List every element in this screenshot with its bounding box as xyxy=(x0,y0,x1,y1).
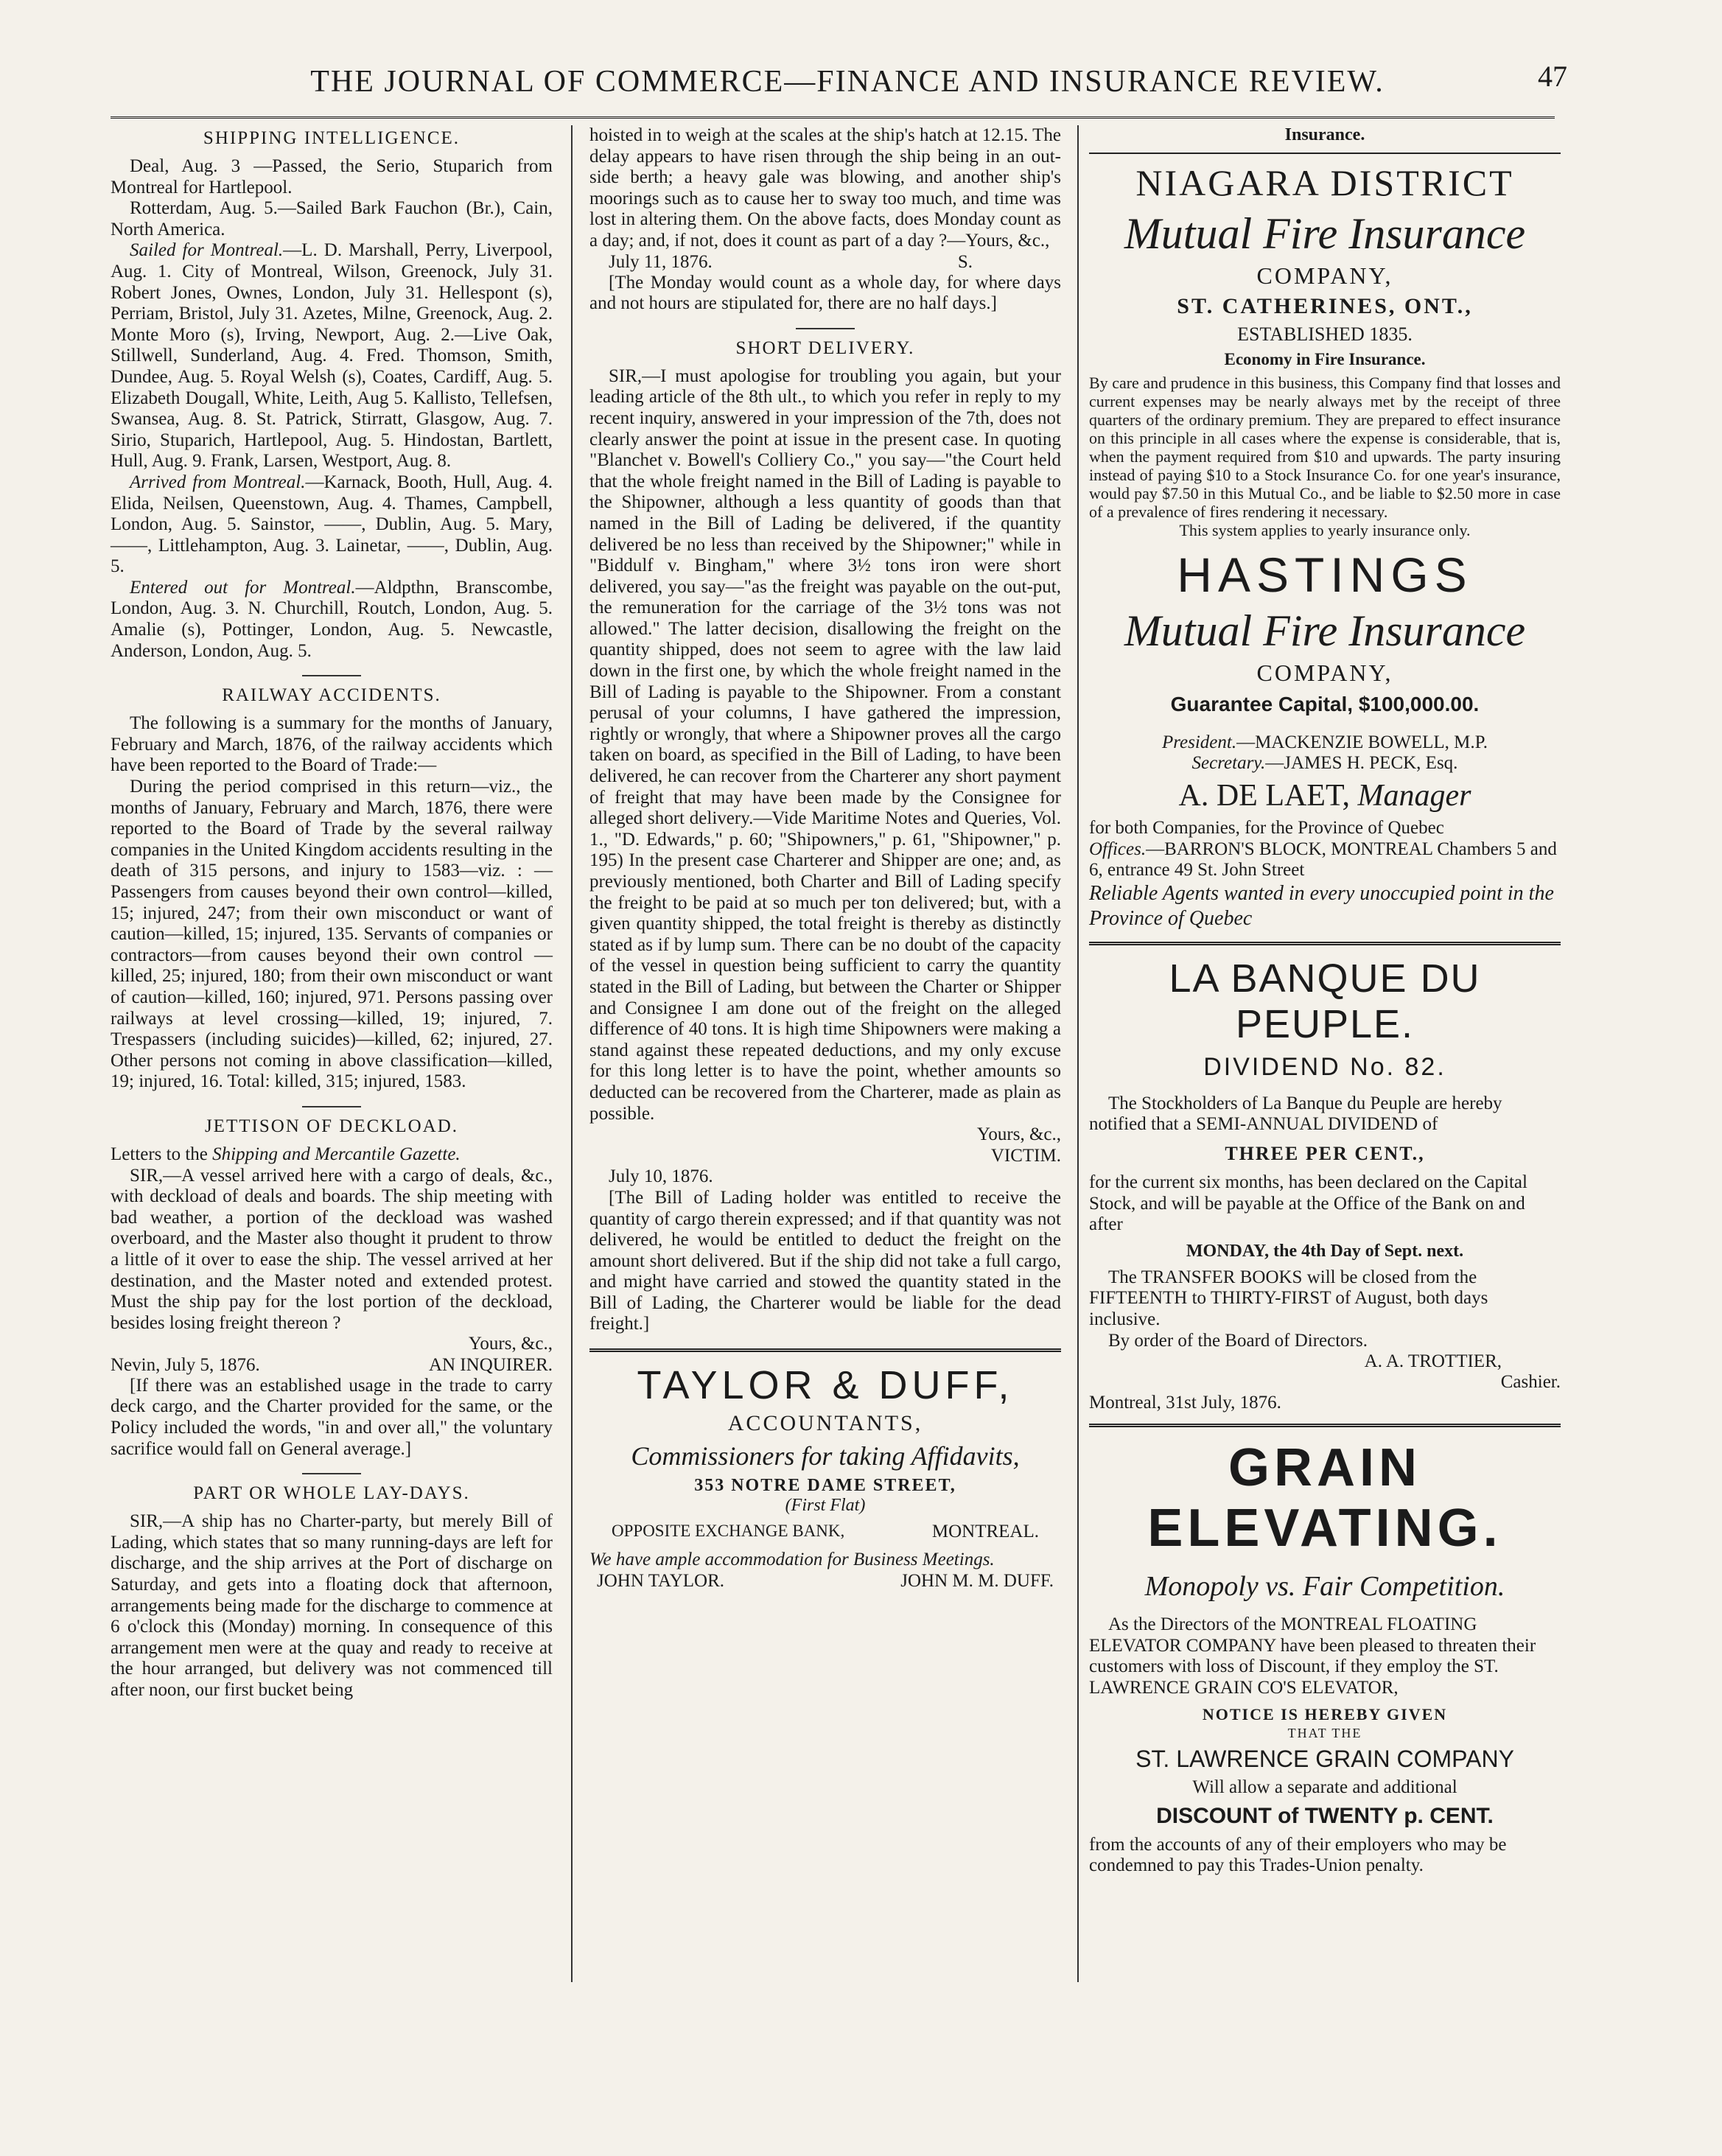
advert-date: MONDAY, the 4th Day of Sept. next. xyxy=(1186,1241,1464,1261)
advert-rule xyxy=(1089,153,1561,154)
advert-for: for both Companies, for the Province of Quebec xyxy=(1089,818,1444,838)
advert-secretary xyxy=(1089,753,1561,774)
lead-text: Entered out for Montreal. xyxy=(130,577,356,598)
paragraph: The following is a summary for the months of January, February and March, 1876, of the railway accidents which have been reported to the Board of Trade:— xyxy=(111,713,553,776)
closing: Yours, &c., xyxy=(468,1334,553,1354)
paragraph xyxy=(111,472,553,578)
advert-commission: Commissioners for taking Affidavits, xyxy=(631,1441,1020,1471)
advert-address: 353 NOTRE DAME STREET, xyxy=(694,1476,956,1496)
paragraph xyxy=(111,578,553,662)
separator xyxy=(302,1473,361,1474)
paragraph: Rotterdam, Aug. 5.—Sailed Bark Fauchon (Br.), Cain, North America. xyxy=(111,198,553,239)
column-divider xyxy=(1077,125,1079,1982)
paragraph-text: —Karnack, Booth, Hull, Aug. 4. Elida, Neilsen, Queenstown, Aug. 4. Thames, Campbell, London, Aug. 5. Sainstor, ——, Dublin, Aug. 5. Mary, ——, Littlehampton, Aug. 3. Lainetar, ——, Dublin, Aug. 5. xyxy=(111,472,553,577)
paragraph xyxy=(111,1144,553,1166)
intro-source: Shipping and Mercantile Gazette. xyxy=(212,1144,461,1164)
paragraph: from the accounts of any of their employers who may be condemned to pay this Trades-Union penalty. xyxy=(1089,1834,1507,1876)
header-rule xyxy=(111,116,1555,119)
advert-name: HASTINGS xyxy=(1177,547,1473,602)
separator xyxy=(796,328,855,329)
paragraph: hoisted in to weigh at the scales at the ship's hatch at 12.15. The delay appears to have risen through the ship being in an out-side berth; a heavy gale was blowing, and another ship's moorings such as to cause her to sway too much, and time was lost in altering them. On the above facts, does Monday count as a day; and, if not, does it count as part of a day ?—Yours, &c., xyxy=(589,125,1061,251)
advert-subtitle: Monopoly vs. Fair Competition. xyxy=(1144,1571,1505,1603)
journal-title: THE JOURNAL OF COMMERCE—FINANCE AND INSURANCE REVIEW. xyxy=(310,65,1385,99)
advert-rule xyxy=(1089,942,1561,945)
manager-name: A. DE LAET, xyxy=(1178,779,1350,813)
advert-allow: Will allow a separate and additional xyxy=(1192,1777,1457,1797)
advert-company: ST. LAWRENCE GRAIN COMPANY xyxy=(1135,1745,1514,1772)
separator xyxy=(302,1106,361,1107)
advert-name: TAYLOR & DUFF, xyxy=(637,1363,1014,1408)
article-laydays xyxy=(111,1483,553,1701)
advert-script-title: Mutual Fire Insurance xyxy=(1124,606,1526,655)
advert-president xyxy=(1089,732,1561,753)
advert-role: ACCOUNTANTS, xyxy=(727,1411,923,1436)
advert-niagara xyxy=(1089,161,1561,539)
partner-name: JOHN M. M. DUFF. xyxy=(900,1570,1054,1591)
advert-floor: (First Flat) xyxy=(785,1496,866,1516)
editor-note: [If there was an established usage in the trade to carry deck cargo, and the Charter provided for the same, or the Policy included the words, "in and over all," the voluntary sacrifice would fall on General average.] xyxy=(111,1375,553,1459)
advert-discount: DISCOUNT of TWENTY p. CENT. xyxy=(1156,1803,1494,1828)
advert-city: MONTREAL. xyxy=(931,1522,1039,1542)
partner-name: JOHN TAYLOR. xyxy=(597,1570,725,1591)
closing: Yours, &c., xyxy=(976,1124,1061,1145)
paragraph: Deal, Aug. 3 —Passed, the Serio, Stuparich from Montreal for Hartlepool. xyxy=(111,156,553,197)
paragraph-text: —Aldpthn, Branscombe, London, Aug. 3. N. Churchill, Routch, London, Aug. 5. Amalie (s), Pottinger, London, Aug. 5. Newcastle, Anderson, London, Aug. 5. xyxy=(111,577,553,661)
paragraph: SIR,—A ship has no Charter-party, but merely Bill of Lading, which states that so many running-days are left for discharge, and the ship arrives at the Port of discharge on Saturday, and gets into a floating dock that afternoon, arrangements being made for the discharge to commence at 6 o'clock this (Monday) morning. In consequence of this arrangement men were at the quay and ready to receive at the hour arranged, but delivery was not commenced till after noon, our first bucket being xyxy=(111,1511,553,1700)
advert-grain xyxy=(1089,1438,1561,1877)
editor-note: [The Monday would count as a whole day, for where days and not hours are stipulated for, there are no half days.] xyxy=(589,272,1061,314)
label: Secretary. xyxy=(1191,753,1266,773)
advert-location xyxy=(589,1516,1061,1542)
separator xyxy=(302,675,361,676)
advert-taylor-duff xyxy=(589,1362,1061,1592)
advert-name: GRAIN ELEVATING. xyxy=(1147,1438,1502,1558)
signature-line xyxy=(111,1355,553,1376)
date: July 10, 1876. xyxy=(609,1166,713,1187)
advert-company: COMPANY, xyxy=(1256,262,1393,289)
intro-text: Letters to the xyxy=(111,1144,213,1164)
advert-signer: A. A. TROTTIER, xyxy=(1364,1351,1502,1372)
advert-capital: Guarantee Capital, $100,000.00. xyxy=(1170,693,1480,715)
article-heading: RAILWAY ACCIDENTS. xyxy=(222,685,441,706)
label: President. xyxy=(1161,732,1237,752)
page-number: 47 xyxy=(1538,60,1567,93)
advert-opposite: OPPOSITE EXCHANGE BANK, xyxy=(612,1522,845,1541)
advert-hastings xyxy=(1089,547,1561,931)
article-heading: JETTISON OF DECKLOAD. xyxy=(204,1116,459,1136)
place-date: Nevin, July 5, 1876. xyxy=(111,1354,260,1375)
advert-script-title: Mutual Fire Insurance xyxy=(1124,209,1526,258)
advert-signer-title: Cashier. xyxy=(1500,1372,1561,1393)
advert-offices xyxy=(1089,839,1561,881)
article-heading: PART OR WHOLE LAY-DAYS. xyxy=(193,1483,470,1504)
column-middle xyxy=(589,125,1061,1592)
lead-text: Arrived from Montreal. xyxy=(130,472,306,492)
advert-that: THAT THE xyxy=(1287,1725,1362,1740)
value: —MACKENZIE BOWELL, M.P. xyxy=(1236,732,1488,752)
insurance-label: Insurance. xyxy=(1284,125,1365,144)
article-railway xyxy=(111,685,553,1093)
label: Offices. xyxy=(1089,839,1147,859)
paragraph: During the period comprised in this return—viz., the months of January, February and March, 1876, there were reported to the Board of Trade by the several railway companies in the United Kingdom accidents resulting in the death of 315 persons, and injury to 1583—viz. : —Passengers from causes beyond their own control—killed, 15; injured, 247; from their own misconduct or want of caution—killed, 15; injured, 135. Servants of companies or contractors—from causes beyond their own control —killed, 25; injured, 180; from their own misconduct or want of caution—killed, 160; injured, 971. Persons passing over railways at level crossing—killed, 19; injured, 7. Trespassers (including suicides)—killed, 62; injured, 27. Other persons not coming in above classification—killed, 19; injured, 16. Total: killed, 315; injured, 1583. xyxy=(111,777,553,1092)
advert-place: ST. CATHERINES, ONT., xyxy=(1177,294,1473,318)
advert-name: NIAGARA DISTRICT xyxy=(1135,162,1514,203)
advert-dividend: DIVIDEND No. 82. xyxy=(1203,1052,1446,1081)
advert-established: ESTABLISHED 1835. xyxy=(1237,323,1413,345)
paragraph: By order of the Board of Directors. xyxy=(1108,1330,1368,1351)
paragraph: for the current six months, has been declared on the Capital Stock, and will be payable at the Office of the Bank on and after xyxy=(1089,1172,1527,1235)
signer: VICTIM. xyxy=(990,1145,1061,1166)
article-short-delivery xyxy=(589,338,1061,1335)
paragraph: The Stockholders of La Banque du Peuple are hereby notified that a SEMI-ANNUAL DIVIDEND of xyxy=(1089,1093,1502,1135)
signer: S. xyxy=(957,251,973,272)
article-jettison xyxy=(111,1116,553,1460)
lead-text: Sailed for Montreal. xyxy=(130,240,284,261)
advert-motto: Economy in Fire Insurance. xyxy=(1224,350,1426,368)
advert-note: This system applies to yearly insurance only. xyxy=(1179,521,1471,539)
paragraph: SIR,—I must apologise for troubling you again, but your leading article of the 8th ult., to which you refer in reply to my recent inquiry, answered in your impression of the 7th, does not clearly answer the point at issue in the present case. In quoting "Blanchet v. Bowell's Colliery Co.," you say—"the Court held that the whole freight named in the Bill of Lading is payable to the Shipowner, although a less quantity of goods than that named in the Bill of Lading be delivered, if the quantity delivered be no less than received by the Shipowner;" while in "Biddulf v. Bingham," where 3½ tons iron were short delivered, you say—"as the freight was payable on the out-put, the remuneration for the carriage of the 3½ tons was not allowed." The latter decision, disallowing the freight on the quantity shipped, does not seem to agree with the law laid down in the first one, by which the whole freight named in the Bill of Lading is payable to the Shipowner. From a constant perusal of your columns, I have gathered the impression, rightly or wrongly, that where a Shipowner proves all the cargo taken on board, as specified in the Bill of Lading, to have been delivered, he can recover from the Charterer any short payment of freight that may have been made by the Consignee for alleged short delivery.—Vide Maritime Notes and Queries, Vol. 1., "D. Edwards," p. 60; "Shipowners," p. 61, "Shipowner," p. 195) In the present case Charterer and Shipper are one; and, as previously mentioned, both Charter and Bill of Lading specify the freight to be paid at so much per ton delivered; but, with a given quantity shipped, the total freight is thereby as distinctly stated as if by lump sum. There can be no doubt of the capacity of the vessel in question being sufficient to carry the quantity stated in the Bill of Lading, but between the Charter or Shipper and Consignee I am done out of the freight on the alleged difference of 40 tons. It is high time Shipowners were making a stand against these repeated deductions, and my only excuse for this long letter is to have the point, whether amounts so deducted can be recovered from the Charterer, made as plain as possible. xyxy=(589,365,1061,1124)
advert-body: By care and prudence in this business, this Company find that losses and current expenses may be nearly always met by the receipt of three quarters of the ordinary premium. They are prepared to effect insurance on this principle in all cases where the expense is considerable, that is, when the payment required from $10 and upwards. The party insuring instead of paying $10 to a Stock Insurance Co. for one year's insurance, would pay $7.50 in this Mutual Co., and be liable to $2.50 more in case of a prevalence of fires rendering it necessary. xyxy=(1089,374,1561,521)
signer: AN INQUIRER. xyxy=(428,1354,553,1375)
paragraph: As the Directors of the MONTREAL FLOATING ELEVATOR COMPANY have been pleased to threaten their customers with loss of Discount, if they employ the ST. LAWRENCE GRAIN CO'S ELEVATOR, xyxy=(1089,1614,1536,1698)
advert-company: COMPANY, xyxy=(1256,659,1393,686)
manager-title: Manager xyxy=(1357,779,1471,813)
paragraph: SIR,—A vessel arrived here with a cargo of deals, &c., with deckload of deals and boards. The ship meeting with bad weather, a portion of the deckload was washed overboard, and the Master also thought it prudent to throw a little of it over to ease the ship. The vessel arrived at her destination, and the Master noted and extended protest. Must the ship pay for the lost portion of the deckload, besides losing freight thereon ? xyxy=(111,1165,553,1333)
advert-rule xyxy=(589,1348,1061,1352)
value: —JAMES H. PECK, Esq. xyxy=(1265,753,1458,773)
advert-banque xyxy=(1089,956,1561,1413)
advert-agents: Reliable Agents wanted in every unoccupied point in the Province of Quebec xyxy=(1089,881,1554,930)
article-heading: SHORT DELIVERY. xyxy=(735,337,915,358)
advert-manager xyxy=(1089,778,1561,813)
value: —BARRON'S BLOCK, MONTREAL Chambers 5 and 6, entrance 49 St. John Street xyxy=(1089,839,1557,881)
advert-note: We have ample accommodation for Business Meetings. xyxy=(589,1550,995,1570)
paragraph xyxy=(111,240,553,472)
column-right xyxy=(1089,125,1561,1877)
advert-notice: NOTICE IS HEREBY GIVEN xyxy=(1202,1704,1448,1723)
column-divider xyxy=(571,125,573,1982)
signature-line xyxy=(589,252,1061,273)
advert-rule xyxy=(1089,1424,1561,1427)
advert-rate: THREE PER CENT., xyxy=(1225,1142,1425,1164)
advert-partners xyxy=(589,1571,1061,1592)
journal-header xyxy=(111,56,1584,108)
advert-name: LA BANQUE DU PEUPLE. xyxy=(1169,956,1481,1046)
article-laydays-continued xyxy=(589,125,1061,315)
article-shipping xyxy=(111,128,553,662)
column-left xyxy=(111,125,553,1715)
paragraph: The TRANSFER BOOKS will be closed from the FIFTEENTH to THIRTY-FIRST of August, both days inclusive. xyxy=(1089,1267,1488,1329)
paragraph-text: —L. D. Marshall, Perry, Liverpool, Aug. 1. City of Montreal, Wilson, Greenock, July 31. Robert Jones, Ownes, London, July 31. Hellespont (s), Perriam, Bristol, July 31. Azetes, Milne, Greenock, Aug. 2. Monte Moro (s), Irving, Newport, Aug. 2.—Live Oak, Stillwell, Sunderland, Aug. 4. Fred. Thomson, Smith, Dundee, Aug. 5. Royal Welsh (s), Coates, Cardiff, Aug. 5. Elizabeth Dougall, White, Leith, Aug 5. Kallisto, Tellefsen, Swansea, Aug. 8. St. Patrick, Stirratt, Glasgow, Aug. 7. Sirio, Stuparich, Hartlepool, Aug. 5. Hindostan, Bartlett, Hull, Aug. 9. Frank, Larsen, Westport, Aug. 8. xyxy=(111,240,553,472)
date: July 11, 1876. xyxy=(609,251,713,272)
article-heading: SHIPPING INTELLIGENCE. xyxy=(203,128,461,148)
editor-note: [The Bill of Lading holder was entitled to receive the quantity of cargo therein expressed; and if that quantity was not delivered, he would be entitled to deduct the freight on the amount short delivered. But if the ship did not take a full cargo, and might have carried and stowed the quantity stated in the Bill of Lading, the Charterer would be liable for the dead freight.] xyxy=(589,1187,1061,1334)
advert-place-date: Montreal, 31st July, 1876. xyxy=(1089,1393,1281,1413)
